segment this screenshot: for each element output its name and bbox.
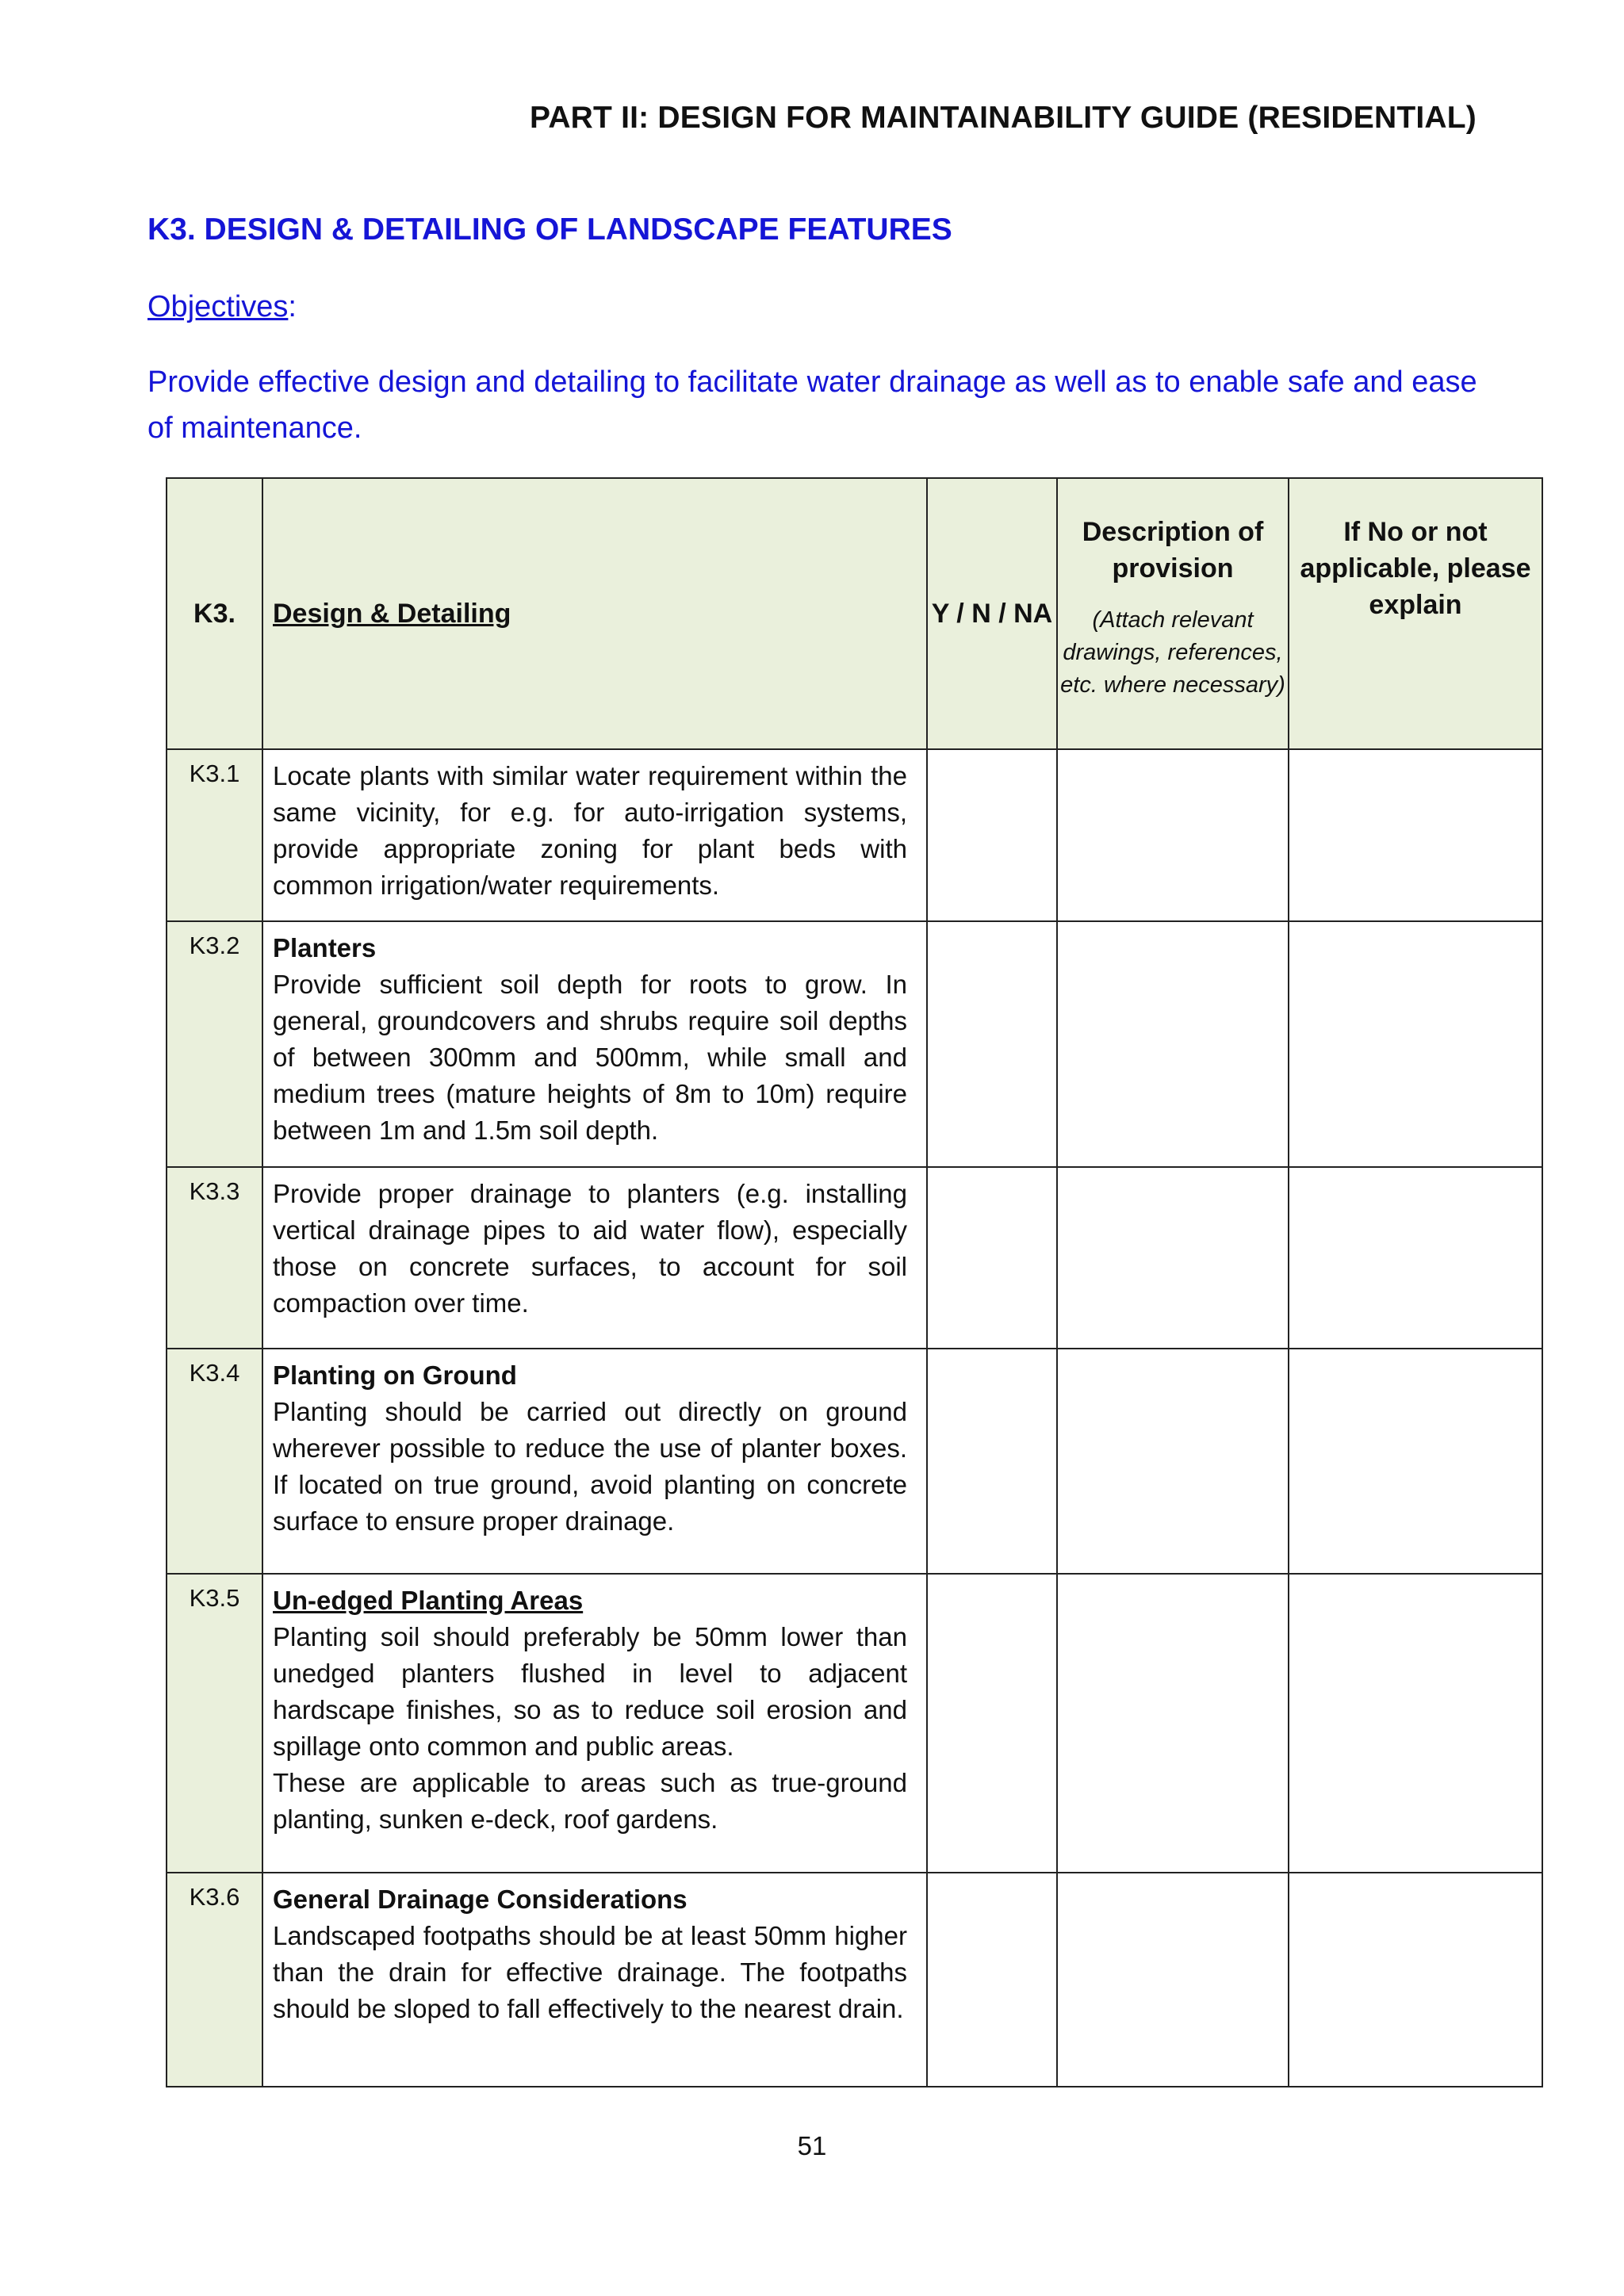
page-number: 51 xyxy=(797,2131,827,2160)
explain-cell[interactable] xyxy=(1289,1167,1542,1349)
row-paragraph: Planting soil should preferably be 50mm lower than unedged planters flushed in level to adjacent hardscape finishes, so as to reduce soil erosion and spillage onto common and public areas. xyxy=(273,1622,907,1761)
yn-cell[interactable] xyxy=(927,749,1057,921)
row-code: K3.6 xyxy=(167,1873,262,2087)
row-paragraph: Provide sufficient soil depth for roots to grow. In general, groundcovers and shrubs require soil depths of between 300mm and 500mm, while small and medium trees (mature heights of 8m to 10m) require between 1m and 1.5m soil depth. xyxy=(273,970,907,1145)
description-cell[interactable] xyxy=(1057,749,1289,921)
table-row xyxy=(167,921,1542,1167)
row-description xyxy=(262,1167,927,1349)
yn-cell[interactable] xyxy=(927,1167,1057,1349)
table-row xyxy=(167,1873,1542,2087)
objectives-label xyxy=(147,290,297,324)
description-cell[interactable] xyxy=(1057,1167,1289,1349)
objectives-colon: : xyxy=(288,290,297,323)
row-description xyxy=(262,1873,927,2087)
column-header-design xyxy=(262,478,927,749)
column-header-description-label: Description of provision xyxy=(1082,517,1264,584)
description-cell[interactable] xyxy=(1057,921,1289,1167)
row-code: K3.4 xyxy=(167,1349,262,1574)
table-body xyxy=(167,749,1542,2087)
row-heading: General Drainage Considerations xyxy=(273,1885,688,1914)
table-row xyxy=(167,749,1542,921)
page-header: PART II: DESIGN FOR MAINTAINABILITY GUIDE (RESIDENTIAL) xyxy=(530,101,1477,135)
explain-cell[interactable] xyxy=(1289,1349,1542,1574)
description-cell[interactable] xyxy=(1057,1873,1289,2087)
yn-cell[interactable] xyxy=(927,921,1057,1167)
row-code: K3.2 xyxy=(167,921,262,1167)
explain-cell[interactable] xyxy=(1289,921,1542,1167)
row-paragraph: Landscaped footpaths should be at least 50mm higher than the drain for effective drainage. The footpaths should be sloped to fall effectively to the nearest drain. xyxy=(273,1921,907,2023)
row-paragraph: These are applicable to areas such as true-ground planting, sunken e-deck, roof gardens. xyxy=(273,1768,907,1834)
explain-cell[interactable] xyxy=(1289,1873,1542,2087)
row-paragraph: Provide proper drainage to planters (e.g. installing vertical drainage pipes to aid water flow), especially those on concrete surfaces, to account for soil compaction over time. xyxy=(273,1179,907,1318)
row-description xyxy=(262,1349,927,1574)
row-description xyxy=(262,1574,927,1873)
column-header-yn: Y / N / NA xyxy=(927,478,1057,749)
row-heading: Planters xyxy=(273,933,377,962)
yn-cell[interactable] xyxy=(927,1574,1057,1873)
description-cell[interactable] xyxy=(1057,1574,1289,1873)
row-heading: Planting on Ground xyxy=(273,1360,517,1390)
row-code: K3.5 xyxy=(167,1574,262,1873)
yn-cell[interactable] xyxy=(927,1873,1057,2087)
row-description xyxy=(262,749,927,921)
table-row xyxy=(167,1574,1542,1873)
column-header-code: K3. xyxy=(167,478,262,749)
table-header-row xyxy=(167,478,1542,749)
section-title: K3. DESIGN & DETAILING OF LANDSCAPE FEATURES xyxy=(147,212,952,247)
row-code: K3.3 xyxy=(167,1167,262,1349)
explain-cell[interactable] xyxy=(1289,749,1542,921)
row-paragraph: Locate plants with similar water requirement within the same vicinity, for e.g. for auto-irrigation systems, provide appropriate zoning for plant beds with common irrigation/water requirements. xyxy=(273,761,907,900)
table-row xyxy=(167,1349,1542,1574)
row-code: K3.1 xyxy=(167,749,262,921)
objectives-text: Provide effective design and detailing to facilitate water drainage as well as to enable safe and ease of maintenance. xyxy=(147,365,1477,445)
row-description xyxy=(262,921,927,1167)
yn-cell[interactable] xyxy=(927,1349,1057,1574)
explain-cell[interactable] xyxy=(1289,1574,1542,1873)
column-header-description xyxy=(1057,478,1289,749)
objectives-label-text: Objectives xyxy=(147,290,289,323)
column-header-description-hint: (Attach relevant drawings, references, etc. where necessary) xyxy=(1060,607,1285,698)
table-row xyxy=(167,1167,1542,1349)
column-header-explain: If No or not applicable, please explain xyxy=(1289,478,1542,749)
row-paragraph: Planting should be carried out directly on ground wherever possible to reduce the use of planter boxes. If located on true ground, avoid planting on concrete surface to ensure proper drainage. xyxy=(273,1397,907,1536)
description-cell[interactable] xyxy=(1057,1349,1289,1574)
column-header-design-label: Design & Detailing xyxy=(273,599,511,629)
checklist-table xyxy=(166,477,1543,2087)
row-heading: Un-edged Planting Areas xyxy=(273,1586,584,1615)
